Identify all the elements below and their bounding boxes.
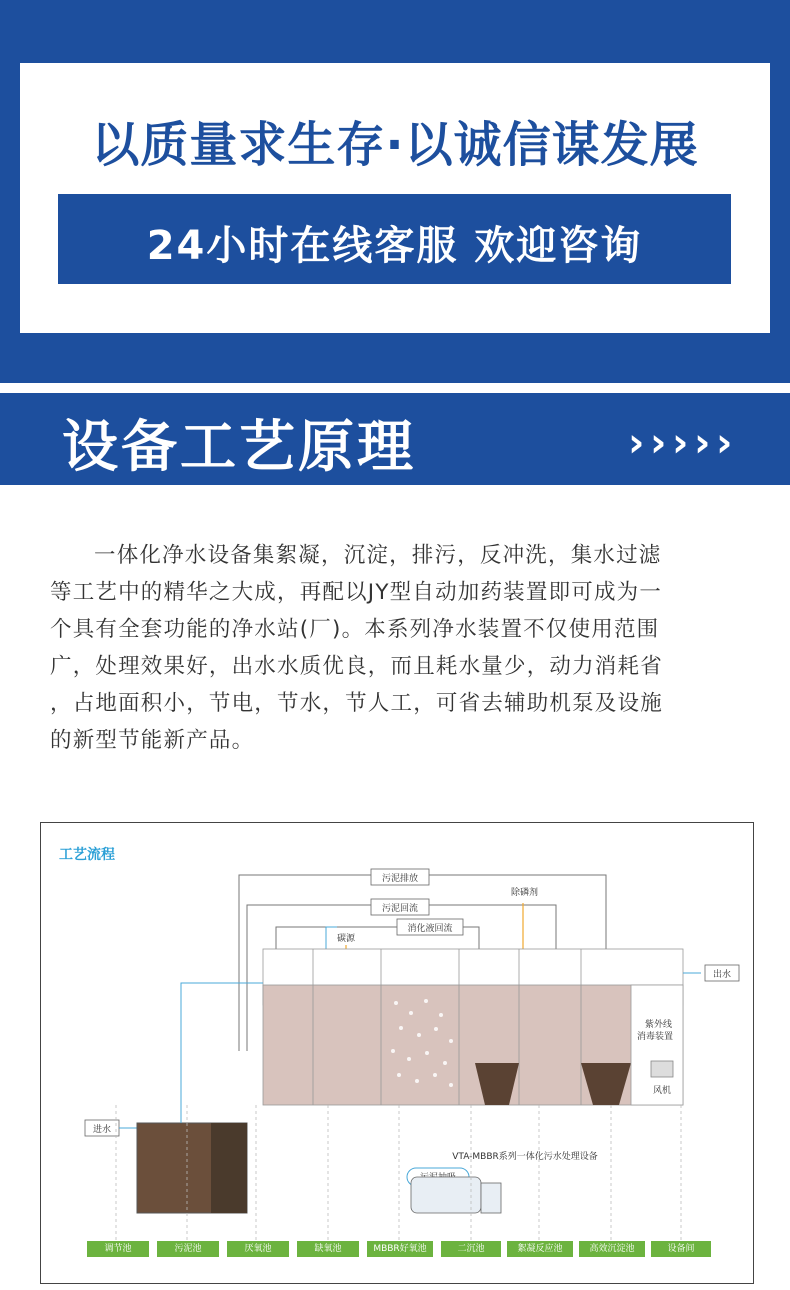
description-line: ，占地面积小，节电，节水，节人工，可省去辅助机泵及设施 [50,691,663,716]
stage-label-mbbr-tank: MBBR好氧池 [367,1241,433,1257]
chevron-right-icon: › [650,420,667,466]
description-line: 广，处理效果好，出水水质优良，而且耗水量少，动力消耗省 [50,654,663,679]
stage-label-sludge-tank: 污泥池 [157,1241,219,1257]
chevron-right-icon: › [628,420,645,466]
system-name-label: VTA-MBBR系列一体化污水处理设备 [452,1152,598,1162]
sludge-discharge-label: 污泥排放 [381,874,419,884]
carbon-source-label: 碳源 [337,934,356,944]
process-flow-diagram [40,822,754,1284]
stage-label-flocculation-tank: 絮凝反应池 [507,1241,573,1257]
section-title: 设备工艺原理 [62,415,416,480]
service-text: 24小时在线客服 欢迎咨询 [146,223,643,269]
stage-label-anaerobic-tank: 厌氧池 [227,1241,289,1257]
chevron-right-icon: › [716,420,733,466]
stage-label-secondary-clarifier: 二沉池 [441,1241,501,1257]
description-line: 一体化净水设备集絮凝，沉淀，排污，反冲洗，集水过滤 [94,543,662,568]
sludge-return-label: 污泥回流 [381,904,419,914]
truck-icon [411,1177,481,1213]
company-slogan: 以质量求生存·以诚信谋发展 [91,117,699,173]
uv-label-2: 消毒装置 [637,1032,674,1042]
stage-label-sedimentation-tank: 高效沉淀池 [579,1241,645,1257]
stage-label-anoxic-tank: 缺氧池 [297,1241,359,1257]
stage-label-regulating-tank: 调节池 [87,1241,149,1257]
phosphorus-remover-label: 除磷剂 [511,888,539,898]
chevron-right-icon: › [672,420,689,466]
description-line: 个具有全套功能的净水站(厂)。本系列净水装置不仅使用范围 [50,617,660,642]
diagram-title: 工艺流程 [59,847,115,863]
description-line: 等工艺中的精华之大成，再配以JY型自动加药装置即可成为一 [50,580,663,605]
chevron-right-icon: › [694,420,711,466]
outlet-label: 出水 [712,970,732,980]
inlet-label: 进水 [92,1125,112,1135]
description-paragraph [50,537,750,759]
description-line: 的新型节能新产品。 [50,728,255,753]
blower-icon [651,1061,673,1077]
stage-label-equipment-room: 设备间 [651,1241,711,1257]
divider [0,383,790,393]
blower-label: 风机 [653,1086,672,1096]
nitrification-return-label: 消化液回流 [407,924,453,934]
uv-label-1: 紫外线 [645,1020,673,1030]
